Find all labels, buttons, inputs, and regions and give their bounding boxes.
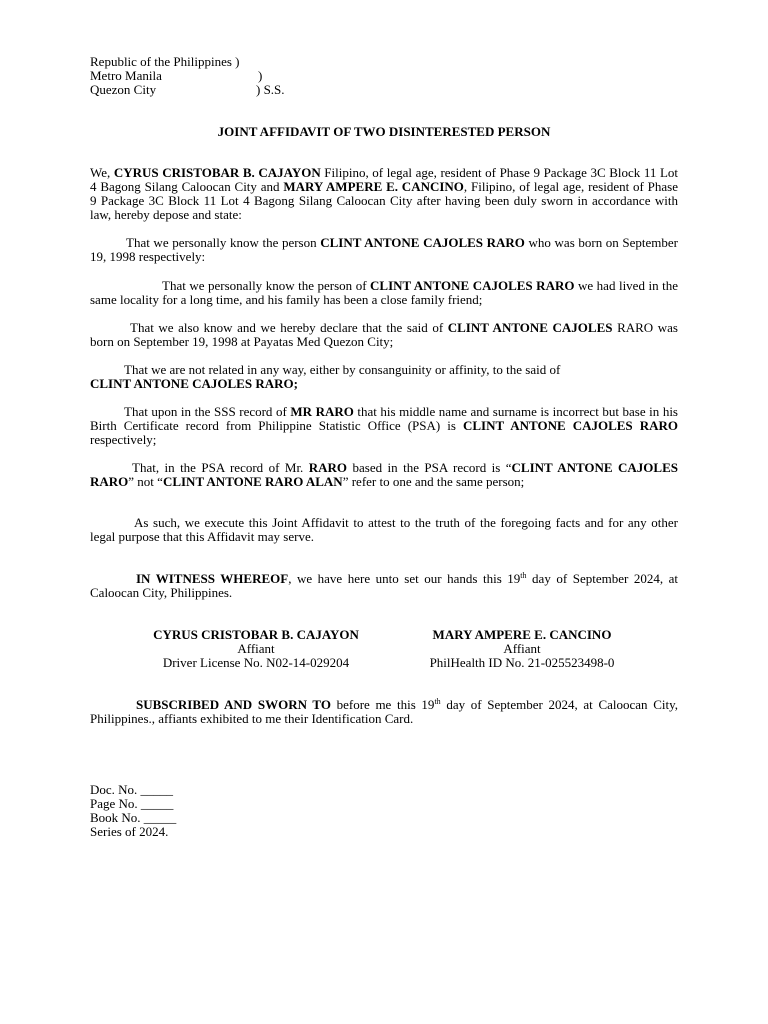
page-number: Page No. _____ [90,796,174,811]
witness-clause: IN WITNESS WHEREOF, we have here unto set our hands this 19th day of September 2024, at Caloocan City, Philippines. [90,571,678,600]
jurat-clause: SUBSCRIBED AND SWORN TO before me this 19th day of September 2024, at Caloocan City, Philippines., affiants exhibited to me their Identification Card. [90,697,678,726]
signatory-name: MARY AMPERE E. CANCINO [432,627,612,642]
signatory-role: Affiant [503,641,541,656]
statement-6: That, in the PSA record of Mr. RARO based in the PSA record is “CLINT ANTONE CAJOLES RARO” not “CLINT ANTONE RARO ALAN” refer to one and the same person; [90,460,678,489]
signatory-role: Affiant [237,641,275,656]
venue-line-1: Republic of the Philippines ) [90,54,240,69]
signatory-id: Driver License No. N02-14-029204 [162,655,350,670]
doc-number: Doc. No. _____ [90,782,174,797]
signatory-id: PhilHealth ID No. 21-025523498-0 [429,655,615,670]
statement-4: That we are not related in any way, either by consanguinity or affinity, to the said of CLINT ANTONE CAJOLES RARO; [90,362,561,391]
intro-paragraph: We, CYRUS CRISTOBAR B. CAJAYON Filipino, of legal age, resident of Phase 9 Package 3C Block 11 Lot 4 Bagong Silang Caloocan City and MARY AMPERE E. CANCINO, Filipino, of legal age, resident of Phase 9 Package 3C Block 11 Lot 4 Bagong Silang Caloocan City after having been duly sworn in accordance with law, hereby depose and state: [90,165,679,222]
affiant-2-name: MARY AMPERE E. CANCINO [283,179,464,194]
venue-line-2: Metro Manila ) [90,68,263,83]
notarial-register [90,783,176,839]
signatory-2 [412,628,632,670]
document-title: JOINT AFFIDAVIT OF TWO DISINTERESTED PERSON [217,124,551,139]
statement-2: That we personally know the person of CLINT ANTONE CAJOLES RARO we had lived in the same locality for a long time, and his family has been a close family friend; [90,278,678,307]
venue-block [90,55,390,97]
book-number: Book No. _____ [90,810,177,825]
affiant-1-name: CYRUS CRISTOBAR B. CAJAYON [113,165,321,180]
signatory-1 [136,628,376,670]
signatory-name: CYRUS CRISTOBAR B. CAJAYON [153,627,359,642]
series-year: Series of 2024. [90,824,169,839]
statement-5: That upon in the SSS record of MR RARO that his middle name and surname is incorrect but base in his Birth Certificate record from Philippine Statistic Office (PSA) is CLINT ANTONE CAJOLES RARO respectively; [90,404,678,447]
statement-1: That we personally know the person CLINT ANTONE CAJOLES RARO who was born on September 19, 1998 respectively: [90,235,679,264]
statement-7: As such, we execute this Joint Affidavit to attest to the truth of the foregoing facts and for any other legal purpose that this Affidavit may serve. [90,515,678,544]
venue-line-3: Quezon City ) S.S. [90,82,285,97]
statement-3: That we also know and we hereby declare that the said of CLINT ANTONE CAJOLES RARO was born on September 19, 1998 at Payatas Med Quezon City; [90,320,678,349]
